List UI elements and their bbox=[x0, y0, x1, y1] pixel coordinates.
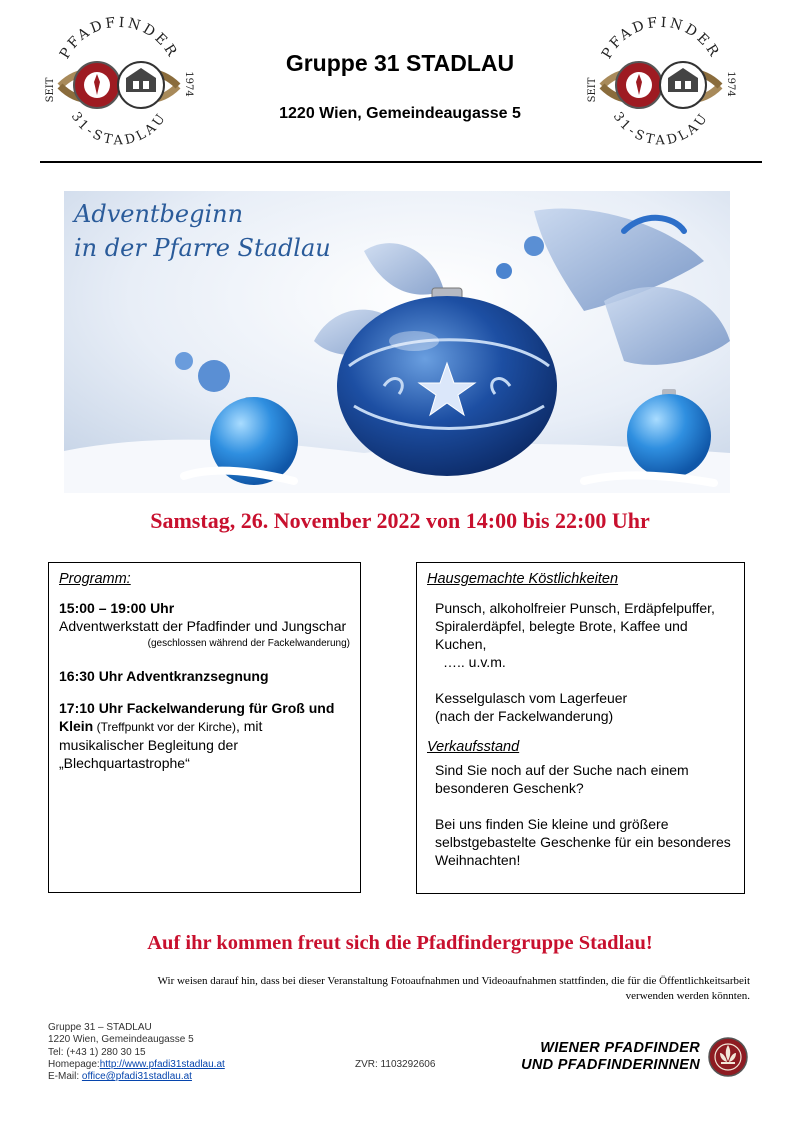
svg-text:PFADFINDER bbox=[599, 15, 723, 62]
sales-text-offer: Bei uns finden Sie kleine und größere selbstgebastelte Geschenke für ein besonderes Weihnachten! bbox=[435, 816, 731, 868]
event-date: Samstag, 26. November 2022 von 14:00 bis 22:00 Uhr bbox=[150, 508, 650, 533]
program-item-torch-walk-rest: , mit musikalischer Begleitung der „Blechquartastrophe“ bbox=[59, 718, 263, 771]
treats-goulash: Kesselgulasch vom Lagerfeuer bbox=[435, 690, 628, 706]
program-item-torch-walk-title: 17:10 Uhr Fackelwanderung für Groß und Klein bbox=[59, 700, 335, 734]
email-link[interactable]: office@pfadi31stadlau.at bbox=[81, 1071, 192, 1083]
homepage-link[interactable]: http://www.pfadi31stadlau.at bbox=[99, 1058, 225, 1070]
logo-side-right-text: 1974 bbox=[183, 71, 194, 97]
header-divider bbox=[40, 161, 762, 163]
logo-arc-bottom-text: 31-STADLAU bbox=[609, 109, 713, 149]
logo-side-left-text: SEIT bbox=[45, 77, 56, 103]
logo-side-left-text: SEIT bbox=[587, 77, 598, 103]
scout-emblem-icon bbox=[708, 1037, 748, 1077]
logo-arc-top-text: PFADFINDER bbox=[598, 14, 724, 62]
program-item-workshop bbox=[59, 599, 350, 653]
banner-title-line1: Adventbeginn bbox=[74, 200, 244, 228]
footer-email bbox=[48, 1071, 225, 1083]
header-address: 1220 Wien, Gemeindeaugasse 5 bbox=[279, 105, 521, 122]
treats-heading: Hausgemachte Köstlichkeiten bbox=[427, 571, 619, 587]
program-item-time: 15:00 – 19:00 Uhr bbox=[59, 600, 175, 616]
footer-homepage bbox=[48, 1059, 225, 1071]
svg-text:PFADFINDER bbox=[57, 15, 181, 62]
closing-message: Auf ihr kommen freut sich die Pfadfindergruppe Stadlau! bbox=[147, 932, 653, 954]
program-heading: Programm: bbox=[59, 571, 131, 587]
group-logo-left bbox=[38, 12, 200, 154]
svg-text:31-STADLAU bbox=[68, 109, 171, 148]
logo-side-right-text: 1974 bbox=[725, 71, 736, 97]
logo-arc-bottom-text: 31-STADLAU bbox=[67, 109, 171, 149]
sales-text-question: Sind Sie noch auf der Suche nach einem besonderen Geschenk? bbox=[435, 762, 689, 796]
photo-disclaimer: Wir weisen darauf hin, dass bei dieser Veranstaltung Fotoaufnahmen und Videoaufnahmen stattfinden, die für die Öffentlichkeitsarbeit verwenden werden könnten. bbox=[157, 975, 750, 1002]
program-item-torch-walk-meeting-point: (Treffpunkt vor der Kirche) bbox=[93, 720, 236, 734]
treats-box bbox=[416, 562, 745, 894]
footer-group-name: Gruppe 31 – STADLAU bbox=[48, 1022, 152, 1033]
banner-title-line2: in der Pfarre Stadlau bbox=[74, 234, 331, 262]
footer-zvr: ZVR: 1103292606 bbox=[355, 1059, 436, 1070]
treats-more: ….. u.v.m. bbox=[443, 654, 506, 670]
program-item-wreath-blessing: 16:30 Uhr Adventkranzsegnung bbox=[59, 668, 269, 684]
page-title: Gruppe 31 STADLAU bbox=[285, 50, 515, 76]
association-name bbox=[478, 1040, 700, 1074]
program-item-note: (geschlossen während der Fackelwanderung) bbox=[147, 638, 350, 649]
banner-title bbox=[74, 197, 331, 265]
program-item-text: Adventwerkstatt der Pfadfinder und Jungschar bbox=[59, 618, 347, 634]
footer-address: 1220 Wien, Gemeindeaugasse 5 bbox=[48, 1034, 194, 1046]
svg-text:31-STADLAU bbox=[610, 109, 713, 148]
advent-banner-image bbox=[64, 191, 730, 493]
program-item-torch-walk bbox=[59, 699, 350, 772]
footer-contact bbox=[48, 1022, 225, 1083]
treats-goulash-note: (nach der Fackelwanderung) bbox=[435, 708, 614, 724]
logo-arc-top-text: PFADFINDER bbox=[56, 14, 182, 62]
footer-homepage-label: Homepage: bbox=[48, 1058, 100, 1070]
footer-email-label: E-Mail: bbox=[48, 1071, 82, 1083]
group-logo-right bbox=[580, 12, 742, 154]
program-box bbox=[48, 562, 361, 893]
footer-phone: Tel: (+43 1) 280 30 15 bbox=[48, 1046, 146, 1058]
association-name-line2: UND PFADFINDERINNEN bbox=[521, 1057, 700, 1073]
association-name-line1: WIENER PFADFINDER bbox=[540, 1040, 700, 1056]
treats-list: Punsch, alkoholfreier Punsch, Erdäpfelpuffer, Spiralerdäpfel, belegte Brote, Kaffee und Kuchen, bbox=[435, 600, 715, 652]
sales-heading: Verkaufsstand bbox=[427, 739, 520, 755]
